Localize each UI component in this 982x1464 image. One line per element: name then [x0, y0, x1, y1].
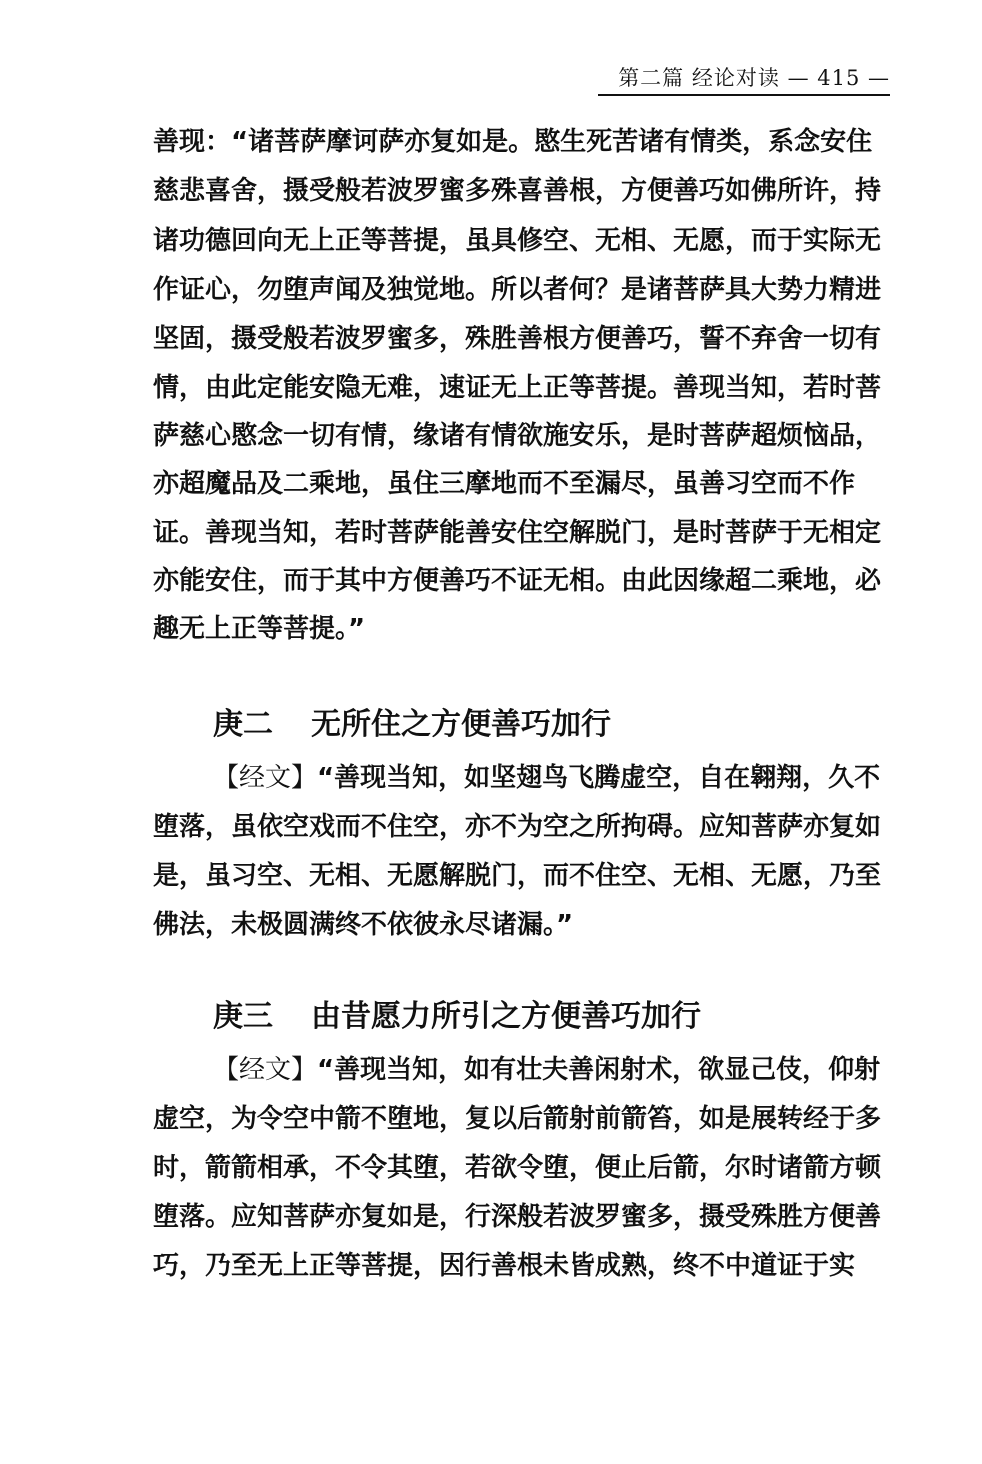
section3-heading-number: 庚三 [213, 999, 273, 1034]
body-line-text: “善现当知，如有壮夫善闲射术，欲显己伎，仰射 [317, 1055, 881, 1085]
body-line: 佛法，未极圆满终不依彼永尽诸漏。” [153, 910, 574, 940]
body-line: 慈悲喜舍，摄受般若波罗蜜多殊喜善根，方便善巧如佛所许，持 [153, 176, 882, 206]
body-line: 亦超魔品及二乘地，虽住三摩地而不至漏尽，虽善习空而不作 [153, 469, 856, 499]
running-head-title: 经论对读 [691, 66, 780, 90]
body-line [213, 761, 893, 795]
section2-heading [213, 706, 611, 744]
body-line: 作证心，勿堕声闻及独觉地。所以者何？是诸菩萨具大势力精进 [153, 275, 882, 305]
section2-heading-number: 庚二 [213, 707, 273, 742]
scripture-tag: 【经文】 [213, 763, 318, 793]
body-line: 虚空，为令空中箭不堕地，复以后箭射前箭笞，如是展转经于多 [153, 1104, 882, 1134]
body-line: 堕落。应知菩萨亦复如是，行深般若波罗蜜多，摄受殊胜方便善 [153, 1202, 882, 1232]
section3-heading-title: 由昔愿力所引之方便善巧加行 [311, 999, 701, 1034]
body-line-text: “善现当知，如坚翅鸟飞腾虚空，自在翱翔，久不 [317, 763, 881, 793]
body-line: 诸功德回向无上正等菩提，虽具修空、无相、无愿，而于实际无 [153, 226, 882, 256]
body-line: 萨慈心愍念一切有情，缘诸有情欲施安乐，是时菩萨超烦恼品， [153, 421, 882, 451]
running-head [560, 62, 890, 92]
section2-heading-title: 无所住之方便善巧加行 [311, 707, 611, 742]
page-number: — 415 — [787, 66, 890, 90]
section3-heading [213, 998, 701, 1036]
body-line: 善现：“诸菩萨摩诃萨亦复如是。愍生死苦诸有情类，系念安住 [153, 127, 873, 157]
body-line: 时，箭箭相承，不令其堕，若欲令堕，便止后箭，尔时诸箭方顿 [153, 1153, 882, 1183]
body-line: 趣无上正等菩提。” [153, 614, 366, 644]
body-line: 情，由此定能安隐无难，速证无上正等菩提。善现当知，若时菩 [153, 373, 882, 403]
body-line: 亦能安住，而于其中方便善巧不证无相。由此因缘超二乘地，必 [153, 566, 882, 596]
body-line: 坚固，摄受般若波罗蜜多，殊胜善根方便善巧，誓不弃舍一切有 [153, 324, 882, 354]
header-rule [598, 94, 890, 96]
running-head-part: 第二篇 [618, 66, 685, 90]
scripture-tag: 【经文】 [213, 1055, 318, 1085]
body-line: 巧，乃至无上正等菩提，因行善根未皆成熟，终不中道证于实 [153, 1251, 856, 1281]
body-line: 是，虽习空、无相、无愿解脱门，而不住空、无相、无愿，乃至 [153, 861, 882, 891]
body-line: 堕落，虽依空戏而不住空，亦不为空之所拘碍。应知菩萨亦复如 [153, 812, 882, 842]
body-line: 证。善现当知，若时菩萨能善安住空解脱门，是时菩萨于无相定 [153, 518, 882, 548]
body-line [213, 1053, 893, 1087]
